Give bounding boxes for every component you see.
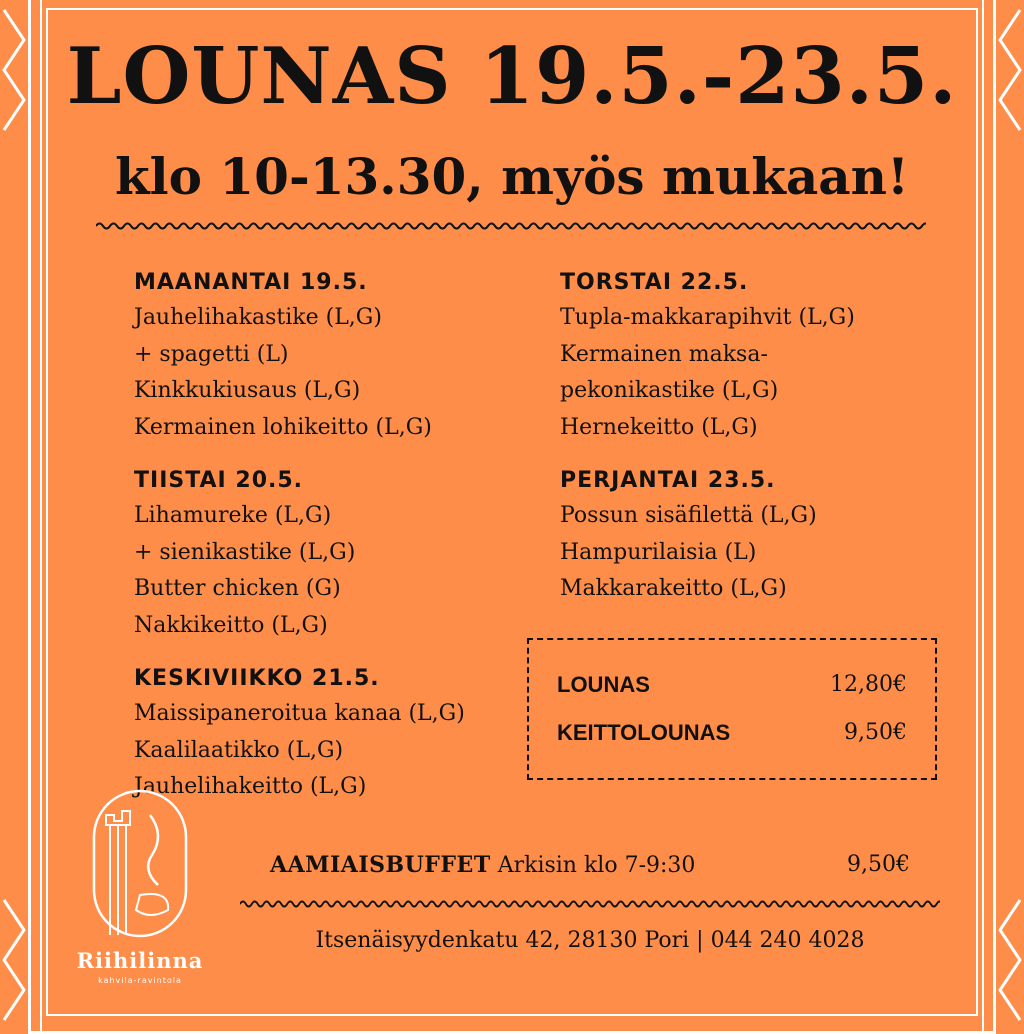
- day-heading: TIISTAI 20.5.: [134, 468, 304, 493]
- dish-item: Possun sisäfilettä (L,G): [560, 503, 817, 528]
- day-block-wednesday: [134, 662, 524, 806]
- day-heading: PERJANTAI 23.5.: [560, 468, 776, 493]
- logo-tagline: kahvila-ravintola: [98, 976, 182, 985]
- breakfast-name: AAMIAISBUFFET: [270, 852, 491, 878]
- logo-name: Riihilinna: [76, 948, 204, 973]
- price-value: 12,80€: [830, 672, 907, 697]
- dish-item: + spagetti (L): [134, 341, 289, 367]
- dish-item: Jauhelihakeitto (L,G): [134, 774, 367, 799]
- dish-item: Kermainen maksa-: [560, 341, 768, 367]
- dish-item: Nakkikeitto (L,G): [134, 612, 328, 638]
- menu-column-right: [560, 266, 940, 608]
- day-heading: KESKIVIIKKO 21.5.: [134, 666, 380, 691]
- price-label: KEITTOLOUNAS: [557, 720, 731, 745]
- day-block-thursday: [560, 266, 940, 446]
- price-box: [527, 638, 937, 780]
- page-subtitle: klo 10-13.30, myös mukaan!: [115, 147, 909, 206]
- price-label: LOUNAS: [557, 672, 650, 697]
- day-block-friday: [560, 464, 940, 608]
- wave-divider-bottom: [240, 896, 940, 912]
- dish-item: Kaalilaatikko (L,G): [134, 737, 344, 763]
- dish-item: Jauhelihakastike (L,G): [134, 305, 382, 330]
- dish-item: + sienikastike (L,G): [134, 539, 356, 565]
- breakfast-price: 9,50€: [847, 852, 910, 877]
- wave-divider-top: [96, 218, 926, 234]
- dish-item: Hampurilaisia (L): [560, 539, 757, 565]
- price-row-lounas: [557, 672, 907, 698]
- breakfast-line: [270, 852, 910, 878]
- dish-item: Lihamureke (L,G): [134, 503, 332, 528]
- dish-item: Kinkkukiusaus (L,G): [134, 378, 361, 403]
- day-heading: TORSTAI 22.5.: [560, 270, 749, 295]
- address-line: Itsenäisyydenkatu 42, 28130 Pori | 044 240 4028: [315, 928, 865, 953]
- day-heading: MAANANTAI 19.5.: [134, 270, 368, 295]
- breakfast-info: [270, 852, 695, 878]
- dish-item: Maissipaneroitua kanaa (L,G): [134, 701, 465, 726]
- breakfast-hours: Arkisin klo 7-9:30: [497, 853, 696, 878]
- price-row-keittolounas: [557, 720, 907, 746]
- price-value: 9,50€: [844, 720, 907, 745]
- dish-item: Tupla-makkarapihvit (L,G): [560, 305, 855, 330]
- day-block-tuesday: [134, 464, 524, 644]
- dish-item: Hernekeitto (L,G): [560, 414, 758, 440]
- dish-item: Kermainen lohikeitto (L,G): [134, 414, 432, 440]
- menu-column-left: [134, 266, 524, 806]
- dish-item: Makkarakeitto (L,G): [560, 576, 787, 601]
- day-block-monday: [134, 266, 524, 446]
- dish-item: Butter chicken (G): [134, 576, 341, 601]
- dish-item: pekonikastike (L,G): [560, 378, 779, 403]
- page-title: LOUNAS 19.5.-23.5.: [66, 31, 958, 122]
